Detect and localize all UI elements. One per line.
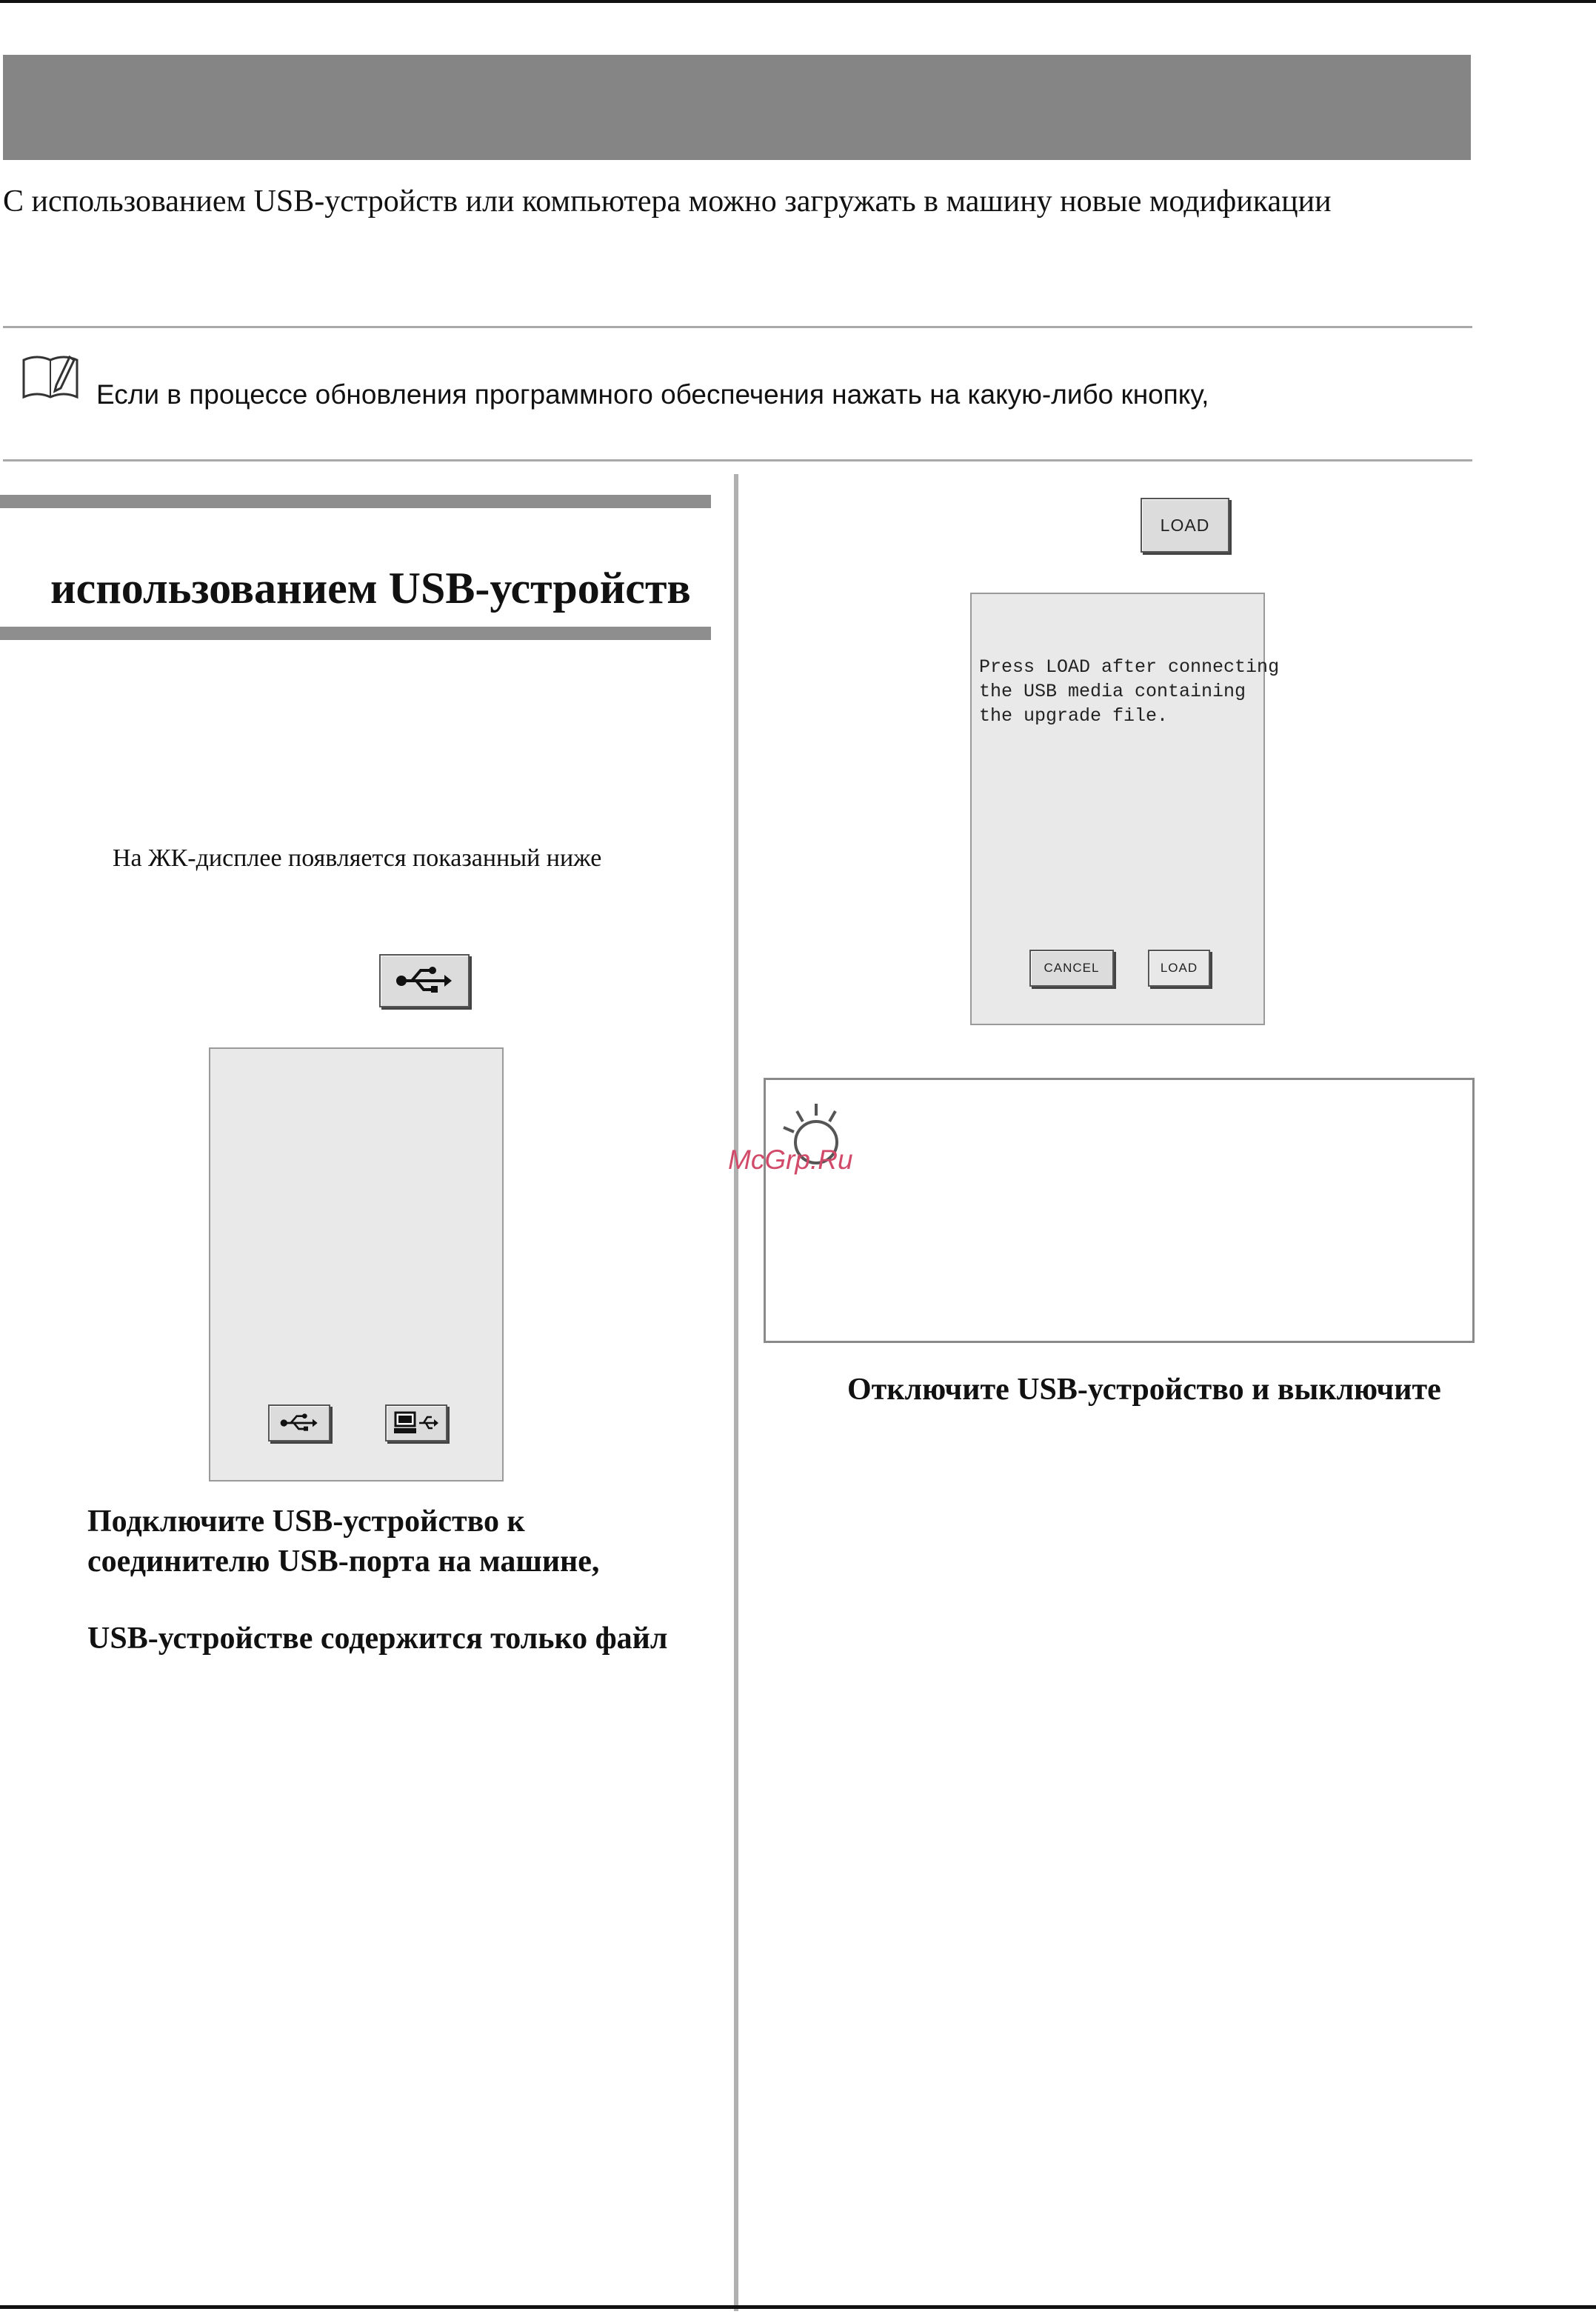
usb-icon xyxy=(395,966,453,996)
memo-box xyxy=(764,1078,1475,1343)
usb-icon xyxy=(280,1413,318,1433)
header-band xyxy=(3,55,1471,160)
step-1-line-3: USB-устройстве содержится только файл xyxy=(87,1622,668,1656)
note-top-rule xyxy=(3,326,1472,328)
note-bottom-rule xyxy=(3,459,1472,461)
cancel-button-label: CANCEL xyxy=(1044,961,1100,975)
section-bottom-bar xyxy=(0,627,711,640)
intro-text: С использованием USB-устройств или компьютера можно загружать в машину новые модификации xyxy=(3,184,1332,219)
bottom-rule xyxy=(0,2305,1596,2309)
usb-key-button[interactable] xyxy=(379,954,470,1007)
section-top-bar xyxy=(0,495,711,508)
usb-media-button[interactable] xyxy=(268,1404,330,1442)
screen-message-line-1: Press LOAD after connecting xyxy=(979,656,1280,678)
step-1-line-2: соединителю USB-порта на машине, xyxy=(87,1544,600,1579)
screen-message-line-3: the upgrade file. xyxy=(979,705,1169,727)
section-title: использованием USB-устройств xyxy=(50,564,691,613)
load-key-label: LOAD xyxy=(1160,515,1210,535)
computer-usb-icon xyxy=(394,1410,438,1436)
lcd-screen-usb-select xyxy=(209,1047,504,1482)
step-1-line-1: Подключите USB-устройство к xyxy=(87,1504,525,1539)
top-rule xyxy=(0,0,1596,3)
memo-icon xyxy=(21,351,80,403)
load-key-button[interactable] xyxy=(1141,498,1229,553)
note-text: Если в процессе обновления программного обеспечения нажать на какую-либо кнопку, xyxy=(96,379,1209,410)
step-final: Отключите USB-устройство и выключите xyxy=(847,1373,1441,1407)
screen-message xyxy=(979,655,1279,728)
load-button-label: LOAD xyxy=(1160,961,1198,975)
watermark: McGrp.Ru xyxy=(728,1144,853,1175)
cancel-button[interactable] xyxy=(1029,950,1114,987)
column-divider xyxy=(734,474,738,2311)
load-button[interactable] xyxy=(1148,950,1210,987)
lcd-message: На ЖК-дисплее появляется показанный ниже xyxy=(113,844,602,872)
computer-usb-button[interactable] xyxy=(385,1404,447,1442)
screen-message-line-2: the USB media containing xyxy=(979,681,1246,702)
